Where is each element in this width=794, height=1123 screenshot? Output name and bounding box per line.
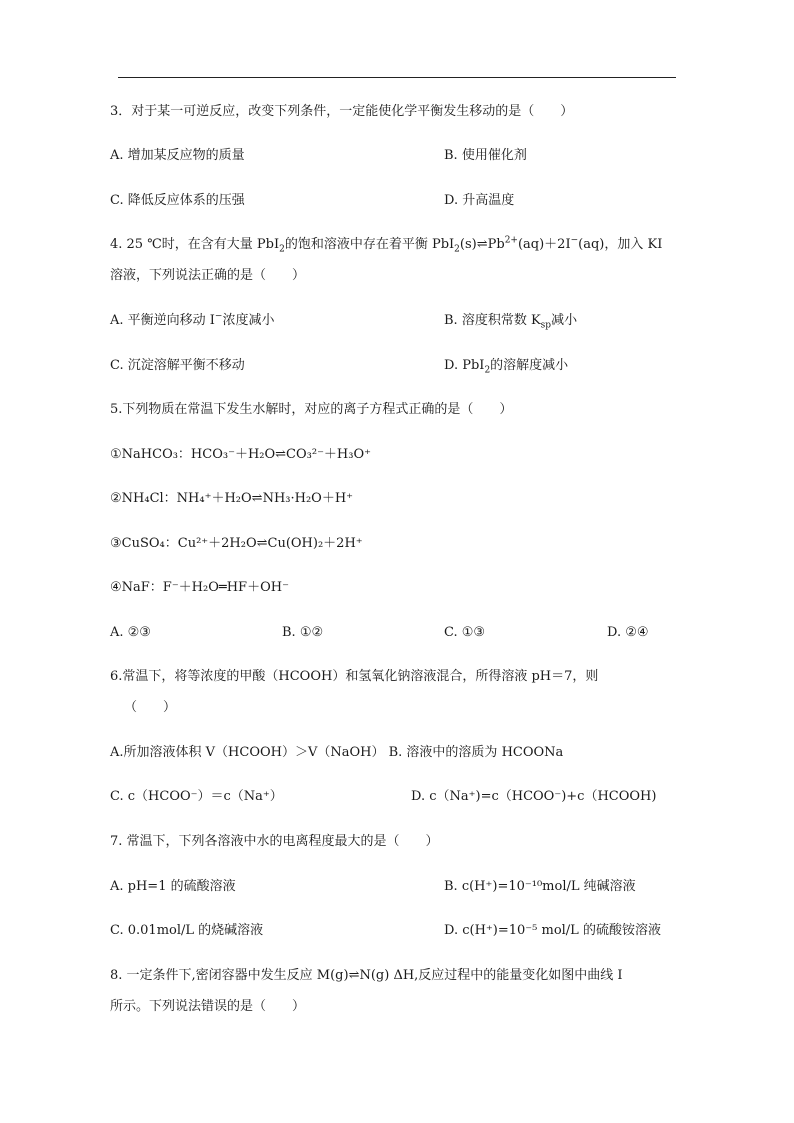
- q4-option-d-post: 的溶解度减小: [490, 358, 569, 373]
- q5-equation-4: ④NaF：F⁻＋H₂O═HF＋OH⁻: [110, 580, 289, 595]
- q3-option-d: D. 升高温度: [444, 193, 515, 208]
- q6-option-d: D. c（Na⁺)=c（HCOO⁻)+c（HCOOH): [411, 789, 657, 804]
- q8-stem-line2: 所示。下列说法错误的是（ ）: [110, 999, 306, 1014]
- q4-option-a-pre: A. 平衡逆向移动 I: [110, 313, 215, 328]
- header-rule: [118, 77, 676, 78]
- q4-option-b-pre: B. 溶度积常数 K: [444, 313, 541, 328]
- q4-option-c: C. 沉淀溶解平衡不移动: [110, 358, 245, 373]
- q6-stem-line2: （ ）: [124, 700, 177, 715]
- q4-stem: 4. 25 ℃时，在含有大量 PbI$_2$的饱和溶液中存在着平衡 $PbI_2(s)\rightleftharpoons Pb^{2+}(aq)+2I^-(aq)$，加入 KI: [110, 235, 663, 255]
- q4-stem-mid3: (aq)＋2I: [517, 237, 571, 252]
- q7-option-a: A. pH=1 的硫酸溶液: [110, 879, 236, 894]
- q7-option-d: D. c(H⁺)=10⁻⁵ mol/L 的硫酸铵溶液: [444, 923, 661, 938]
- q5-equation-3: ③CuSO₄：Cu²⁺＋2H₂O⇌Cu(OH)₂＋2H⁺: [110, 536, 363, 551]
- q3-option-a: A. 增加某反应物的质量: [110, 148, 245, 163]
- q5-equation-1: ①NaHCO₃：HCO₃⁻＋H₂O⇌CO₃²⁻＋H₃O⁺: [110, 447, 372, 462]
- q4-option-b-sub: sp: [540, 320, 552, 331]
- q6-options-ab: A.所加溶液体积 V（HCOOH）＞V（NaOH） B. 溶液中的溶质为 HCOONa: [110, 745, 564, 760]
- q4-option-d-pre: D. PbI: [444, 358, 485, 373]
- q6-stem: 6.常温下，将等浓度的甲酸（HCOOH）和氢氧化钠溶液混合，所得溶液 pH＝7，则: [110, 669, 599, 684]
- q4-option-d: D. PbI$_2$的溶解度减小: [444, 358, 569, 376]
- q6-option-c: C. c（HCOO⁻）＝c（Na⁺）: [110, 789, 283, 804]
- q5-option-a: A. ②③: [110, 625, 151, 640]
- q7-stem: 7. 常温下，下列各溶液中水的电离程度最大的是（ ）: [110, 834, 439, 849]
- q3-option-c: C. 降低反应体系的压强: [110, 193, 245, 208]
- q4-option-b: [444, 312, 577, 330]
- q4-stem-end: (aq)，加入 KI: [578, 237, 663, 252]
- q4-option-b-post: 减小: [551, 313, 578, 328]
- q4-stem-mid2: (s)⇌Pb: [459, 237, 505, 252]
- q5-equation-2: ②NH₄Cl：NH₄⁺＋H₂O⇌NH₃·H₂O＋H⁺: [110, 491, 354, 506]
- q4-stem-mid1: 的饱和溶液中存在着平衡 PbI: [284, 237, 455, 252]
- q3-stem: 3．对于某一可逆反应，改变下列条件，一定能使化学平衡发生移动的是（ ）: [110, 104, 574, 119]
- q4-stem-line2: 溶液，下列说法正确的是（ ）: [110, 268, 306, 283]
- q5-option-b: B. ①②: [282, 625, 324, 640]
- q5-option-c: C. ①③: [444, 625, 486, 640]
- q5-option-d: D. ②④: [607, 625, 649, 640]
- q7-option-c: C. 0.01mol/L 的烧碱溶液: [110, 923, 264, 938]
- q8-stem: 8. 一定条件下,密闭容器中发生反应 M(g)⇌N(g) ΔH,反应过程中的能量变化如图中曲线 I: [110, 968, 623, 983]
- q7-option-b: B. c(H⁺)=10⁻¹⁰mol/L 纯碱溶液: [444, 879, 636, 894]
- q4-option-a: A. 平衡逆向移动 I−浓度减小: [110, 311, 275, 328]
- q4-stem-pre: 4. 25 ℃时，在含有大量 PbI: [110, 237, 280, 252]
- q5-stem: 5.下列物质在常温下发生水解时，对应的离子方程式正确的是（ ）: [110, 402, 513, 417]
- q4-option-a-post: 浓度减小: [222, 313, 275, 328]
- q3-option-b: B. 使用催化剂: [444, 148, 527, 163]
